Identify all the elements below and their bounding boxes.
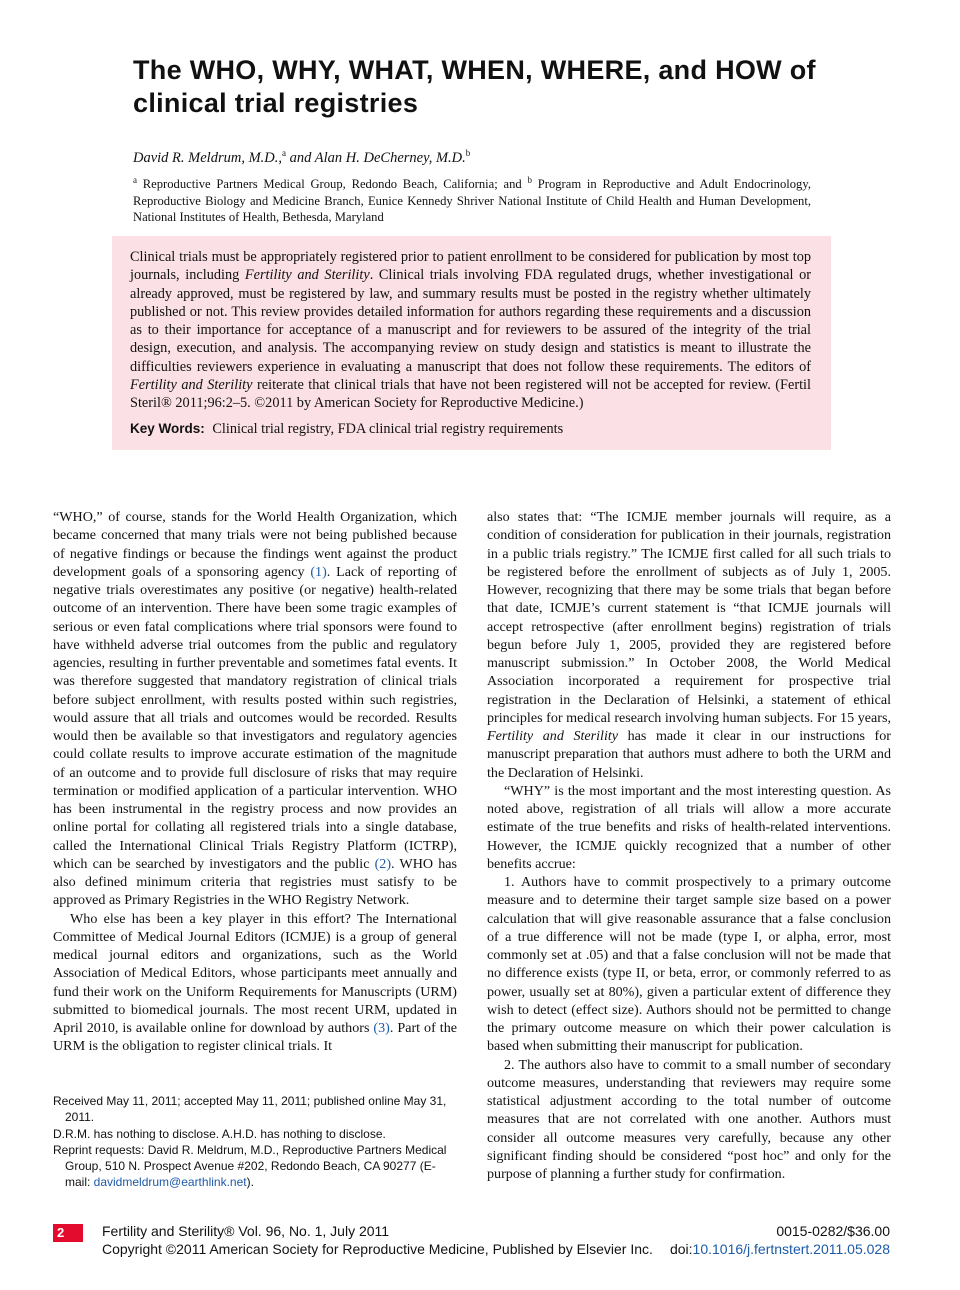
text-span: ). — [246, 1174, 254, 1189]
title-line-1: The WHO, WHY, WHAT, WHEN, WHERE, and HOW of — [133, 55, 816, 85]
doi-link[interactable]: 10.1016/j.fertnstert.2011.05.028 — [692, 1241, 890, 1257]
body-column-right — [487, 508, 891, 1183]
body-column-left — [53, 508, 457, 1056]
abstract-part-3: reiterate that clinical trials that have not been registered will not be accepted for review. (Fertil Steril® 2011;96:2–5. ©2011 by American Society for Reproductive Medicine.) — [130, 377, 811, 412]
text-span: “WHO,” of course, stands for the World Health Organization, which became concerned that many trials were not being published because of negative findings or because the findings went against the product development goals of a sponsoring agency — [53, 509, 457, 580]
author-2-affil-mark: b — [465, 148, 471, 158]
affil-a-mark: a — [133, 175, 137, 185]
footnotes — [53, 1094, 457, 1192]
keywords — [130, 420, 811, 438]
author-list — [133, 144, 813, 167]
text-span: Reprint requests: David R. Meldrum, M.D., Reproductive Partners Medical Group, 510 N. Prospect Avenue #202, Redondo Beach, CA 90277 (E-mail: — [53, 1143, 447, 1189]
journal-name: Fertility and Sterility — [487, 728, 619, 744]
paragraph-why: “WHY” is the most important and the most interesting question. As noted above, registration of all trials will allow a more accurate estimate of the true benefits and risks of health-related interventions. However, the ICMJE quickly recognized that a number of other benefits accrue: — [487, 782, 891, 872]
paragraph-who — [53, 508, 457, 910]
disclosure-note: D.R.M. has nothing to disclose. A.H.D. has nothing to disclose. — [53, 1126, 386, 1141]
reference-link-3[interactable]: (3) — [373, 1020, 390, 1036]
list-item-2: 2. The authors also have to commit to a small number of secondary outcome measures, understanding that reviewers may require some statistical adjustment according to the total number of outcome measures that are not correlated with one another. Authors must consider all outcome measures very carefully, because any other significant finding should be considered “post hoc” and only for the purpose of planning a further study for confirmation. — [487, 1056, 891, 1182]
doi-line — [670, 1240, 890, 1258]
abstract-part-2: . Clinical trials involving FDA regulated drugs, whether investigational or already approved, must be registered by law, and summary results must be posted in the registry whether ultimately published or not. This review provides detailed information for authors regarding these requirements and a discussion as to their importance for acceptance of a manuscript and for reviewers to be assured of the integrity of the trial design, execution, and analysis. The accompanying review on study design and statistics is meant to illustrate the difficulties reviewers experience in evaluating a manuscript that does not follow these requirements. The editors of — [130, 267, 811, 375]
paragraph-icmje-continued — [487, 508, 891, 782]
affil-b-mark: b — [527, 175, 532, 185]
article-title — [133, 54, 833, 120]
title-line-2: clinical trial registries — [133, 88, 419, 118]
reference-link-2[interactable]: (2) — [374, 855, 392, 872]
author-1: David R. Meldrum, M.D., — [133, 149, 283, 166]
abstract-part-1: Clinical trials must be appropriately registered prior to patient enrollment to be considered for publication by most top journals, including — [130, 249, 811, 284]
affiliations — [133, 172, 811, 226]
abstract-journal-2: Fertility and Sterility — [130, 377, 253, 394]
copyright-line: Copyright ©2011 American Society for Reproductive Medicine, Published by Elsevier Inc. — [102, 1241, 653, 1257]
page-number-badge: 2 — [53, 1224, 83, 1242]
reference-link-1[interactable]: (1) — [310, 563, 327, 580]
text-span: . Part of the URM is the obligation to register clinical trials. It — [53, 1020, 457, 1055]
paragraph-icmje — [53, 910, 457, 1056]
list-item-1: 1. Authors have to commit prospectively to a primary outcome measure and to determine their target sample size based on a power calculation that will give reasonable assurance that a false conclusion of a true difference will not be made (type I, or alpha, error, most commonly set at .05) and that a false conclusion will not be made that no difference exists (type II, or beta, error, or commonly referred to as power, usually set at 80%), given a particular extent of difference they wish to detect (effect size). Authors should not be permitted to change the primary outcome measure on which their power calculation is based when submitting their manuscript for publication. — [487, 874, 891, 1055]
affil-a: Reproductive Partners Medical Group, Redondo Beach, California; and — [137, 177, 528, 192]
abstract — [130, 248, 811, 413]
text-span: . WHO has also defined minimum criteria that registries must satisfy to be approved as Primary Registries in the WHO Registry Network. — [53, 855, 457, 909]
text-span: also states that: “The ICMJE member journals will require, as a condition of consideration for publication in their journals, registration in a public trials registry.” The ICMJE first called for all such trials to be registered before the enrollment of subjects as of July 1, 2005. However, recognizing that there may be some trials that began before that date, ICMJE’s current statement is “that ICMJE journals will accept retrospective (after enrollment begins) registration of trials begun before July 1, 2005, provided they are registered before manuscript submission.” In October 2008, the World Medical Association incorporated a requirement for prospective trial registration in the Declaration of Helsinki, a statement of ethical principles for medical research involving human subjects. For 15 years, — [487, 509, 891, 726]
doi-label: doi: — [669, 1241, 693, 1257]
author-1-affil-mark: a — [282, 148, 287, 158]
journal-citation: Fertility and Sterility® Vol. 96, No. 1, July 2011 — [102, 1223, 390, 1239]
issn-price: 0015-0282/$36.00 — [776, 1223, 890, 1239]
email-link[interactable]: davidmeldrum@earthlink.net — [93, 1174, 247, 1189]
received-note: Received May 11, 2011; accepted May 11, 2011; published online May 31, 2011. — [53, 1094, 447, 1124]
text-span: Who else has been a key player in this effort? The International Committee of Medical Journal Editors (ICMJE) is a group of general medical journal editors and organizations, such as the World Association of Medical Editors, whose participants meet annually and fund their work on the Uniform Requirements for Manuscripts (URM) submitted to biomedical journals. The most recent URM, updated in April 2010, is available online for download by authors — [53, 910, 457, 1036]
text-span: has made it clear in our instructions for manuscript preparation that authors must adhere to both the URM and the Declaration of Helsinki. — [487, 728, 891, 781]
reprint-note — [53, 1143, 457, 1190]
keywords-text: Clinical trial registry, FDA clinical trial registry requirements — [212, 421, 564, 437]
author-2: and Alan H. DeCherney, M.D. — [286, 149, 466, 166]
text-span: . Lack of reporting of negative trials overestimates any positive (or negative) health-related outcome of an intervention. There have been some tragic examples of serious or even fatal complications where trial sponsors were found to have withheld adverse trial outcomes from the public and regulatory agencies, resulting in further preventable and sometimes fatal events. It was therefore suggested that mandatory registration of clinical trials before subject enrollment, with results posted within such registries, would assure that all trials and outcomes would be recorded. Results would then be available so that investigators and regulatory agencies could collate results to improve accurate estimation of the magnitude of an outcome and to provide full disclosure of risks that may require termination or modified application of a particular intervention. WHO has been instrumental in the registry process and now provides an online portal for collating all registered trials into a single database, called the International Clinical Trials Registry Platform (ICTRP), which can be searched by investigators and the public — [53, 563, 457, 872]
affil-b: Program in Reproductive and Adult Endocrinology, Reproductive Biology and Medicine Branch, Eunice Kennedy Shriver National Institute of Child Health and Human Development, National Institutes of Health, Bethesda, Maryland — [133, 177, 811, 225]
keywords-label: Key Words: — [130, 421, 205, 436]
abstract-journal-1: Fertility and Sterility — [244, 267, 370, 284]
